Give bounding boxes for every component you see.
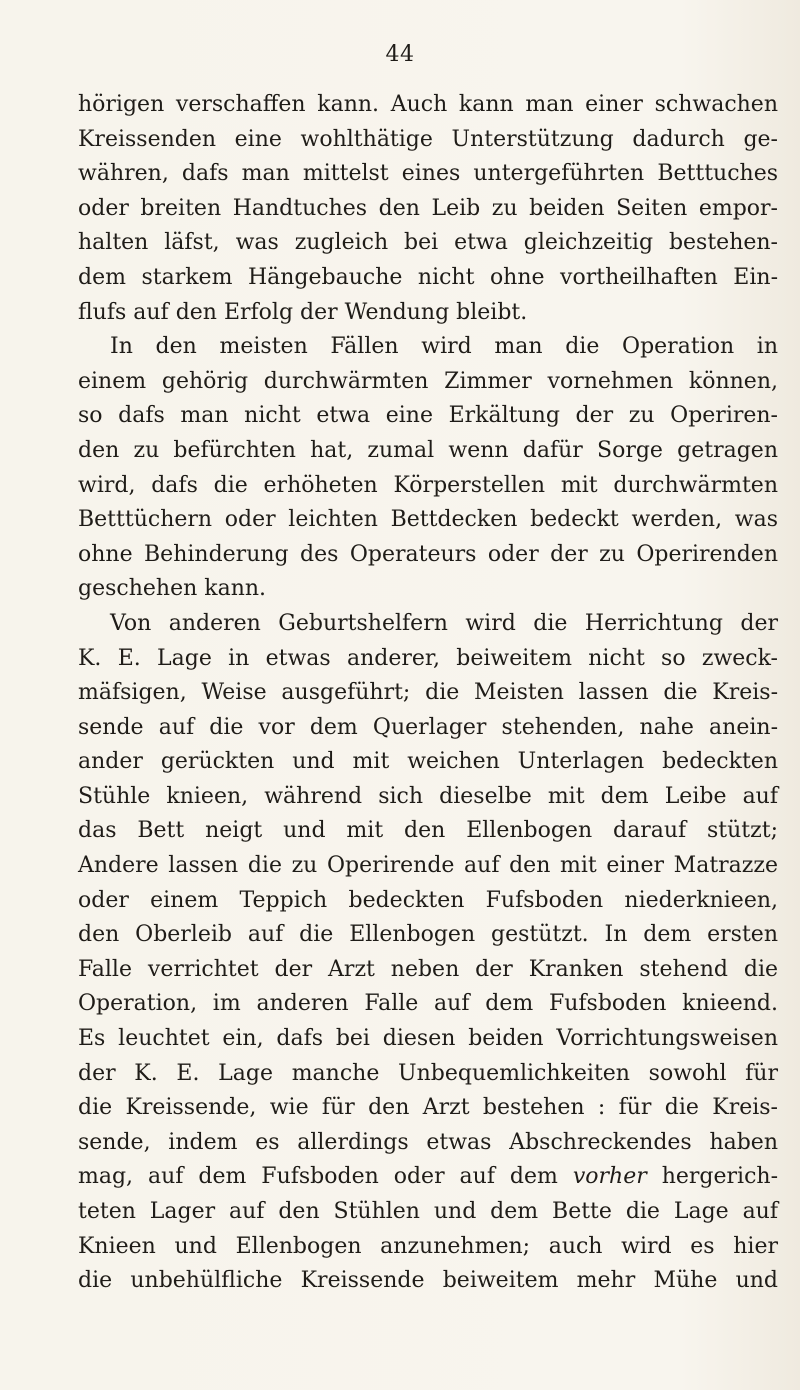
text-line: hörigen verschaffen kann. Auch kann man einer schwachen <box>78 92 778 117</box>
italic-word: vorher <box>572 1164 647 1190</box>
text-line: die Kreissende, wie für den Arzt bestehen : für die Kreis- <box>78 1095 778 1121</box>
text-line: Es leuchtet ein, dafs bei diesen beiden Vorrichtungsweisen <box>78 1026 778 1052</box>
text-segment: hergerich- <box>646 1164 779 1190</box>
text-line-with-italic <box>78 1160 778 1195</box>
text-line: Falle verrichtet der Arzt neben der Kranken stehend die <box>78 956 778 982</box>
text-line: so dafs man nicht etwa eine Erkältung der zu Operiren- <box>78 403 778 429</box>
text-line: Kreissenden eine wohlthätige Unterstützung dadurch ge- <box>78 126 778 152</box>
text-line: Stühle knieen, während sich dieselbe mit dem Leibe auf <box>78 783 778 809</box>
text-line: das Bett neigt und mit den Ellenbogen darauf stützt; <box>78 818 778 844</box>
text-line: ohne Behinderung des Operateurs oder der zu Operirenden <box>78 541 778 567</box>
text-line: Operation, im anderen Falle auf dem Fufsboden knieend. <box>78 991 778 1017</box>
text-line: mäfsigen, Weise ausgeführt; die Meisten lassen die Kreis- <box>78 680 778 706</box>
paragraph-start-line: Von anderen Geburtshelfern wird die Herrichtung der <box>110 610 778 636</box>
text-line: den zu befürchten hat, zumal wenn dafür Sorge getragen <box>78 437 778 463</box>
text-line: die unbehülfliche Kreissende beiweitem mehr Mühe und <box>78 1268 778 1294</box>
text-line: Andere lassen die zu Operirende auf den mit einer Matrazze <box>78 853 778 879</box>
paragraph-start-line: In den meisten Fällen wird man die Operation in <box>110 334 778 360</box>
text-line: sende auf die vor dem Querlager stehenden, nahe anein- <box>78 714 778 740</box>
text-line: Betttüchern oder leichten Bettdecken bedeckt werden, was <box>78 507 778 533</box>
paragraph-end-line: flufs auf den Erfolg der Wendung bleibt. <box>78 299 528 325</box>
text-line: oder breiten Handtuches den Leib zu beiden Seiten empor- <box>78 195 778 221</box>
paragraph-end-line: geschehen kann. <box>78 576 267 602</box>
text-line: der K. E. Lage manche Unbequemlichkeiten sowohl für <box>78 1060 778 1086</box>
text-line: Knieen und Ellenbogen anzunehmen; auch wird es hier <box>78 1233 778 1259</box>
page-number: 44 <box>385 42 415 67</box>
text-line: halten läfst, was zugleich bei etwa gleichzeitig bestehen- <box>78 230 778 256</box>
text-line: einem gehörig durchwärmten Zimmer vornehmen können, <box>78 368 778 394</box>
text-line: sende, indem es allerdings etwas Abschreckendes haben <box>78 1129 778 1155</box>
text-line: K. E. Lage in etwas anderer, beiweitem nicht so zweck- <box>78 645 778 671</box>
text-line: den Oberleib auf die Ellenbogen gestützt. In dem ersten <box>78 922 778 948</box>
text-line: dem starkem Hängebauche nicht ohne vortheilhaften Ein- <box>78 264 778 290</box>
text-line: währen, dafs man mittelst eines untergeführten Betttuches <box>78 161 778 187</box>
text-line: wird, dafs die erhöheten Körperstellen mit durchwärmten <box>78 472 778 498</box>
text-segment: mag, auf dem Fufsboden oder auf dem <box>78 1164 573 1190</box>
body-text <box>78 88 778 1299</box>
text-line: oder einem Teppich bedeckten Fufsboden niederknieen, <box>78 887 778 913</box>
text-line: teten Lager auf den Stühlen und dem Bette die Lage auf <box>78 1199 778 1224</box>
text-line: ander gerückten und mit weichen Unterlagen bedeckten <box>78 749 778 775</box>
